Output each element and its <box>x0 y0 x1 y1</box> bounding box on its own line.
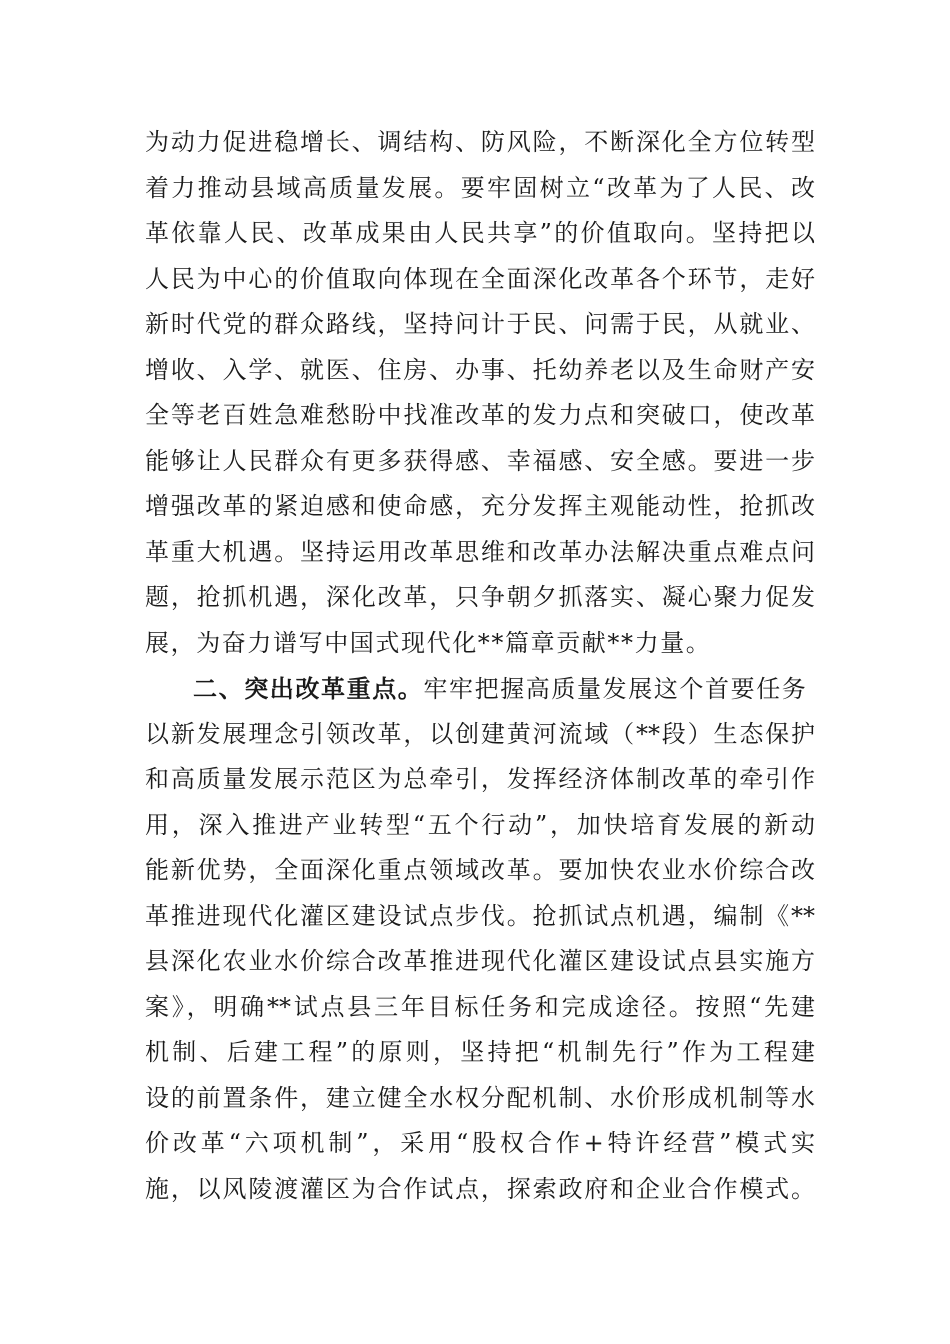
text-line: 全等老百姓急难愁盼中找准改革的发力点和突破口，使改革 <box>145 401 815 429</box>
text-line: 人民为中心的价值取向体现在全面深化改革各个环节，走好 <box>145 264 815 293</box>
document-body <box>145 120 815 1212</box>
text-line: 能够让人民群众有更多获得感、幸福感、安全感。要进一步 <box>145 446 815 475</box>
text-line: 增收、入学、就医、住房、办事、托幼养老以及生命财产安 <box>145 355 815 384</box>
text-line: 县深化农业水价综合改革推进现代化灌区建设试点县实施方 <box>145 947 815 975</box>
text-line: 用，深入推进产业转型“五个行动”，加快培育发展的新动 <box>145 810 815 839</box>
text-line-last: 展，为奋力谱写中国式现代化**篇章贡献**力量。 <box>145 628 712 657</box>
text-line: 增强改革的紧迫感和使命感，充分发挥主观能动性，抢抓改 <box>145 492 815 520</box>
text-line: 以新发展理念引领改革，以创建黄河流域（**段）生态保护 <box>145 719 815 748</box>
text-line: 着力推动县域高质量发展。要牢固树立“改革为了人民、改 <box>145 173 815 202</box>
text-line: 案》，明确**试点县三年目标任务和完成途径。按照“先建 <box>145 992 815 1021</box>
text-line: 革依靠人民、改革成果由人民共享”的价值取向。坚持把以 <box>145 219 815 247</box>
paragraph-2 <box>145 666 815 1212</box>
text-line: 为动力促进稳增长、调结构、防风险，不断深化全方位转型 <box>145 128 815 156</box>
paragraph-2-first-line <box>145 666 815 712</box>
text-line: 价改革“六项机制”，采用“股权合作+特许经营”模式实 <box>145 1129 815 1157</box>
text-line: 革推进现代化灌区建设试点步伐。抢抓试点机遇，编制《** <box>145 901 815 930</box>
text-line: 和高质量发展示范区为总牵引，发挥经济体制改革的牵引作 <box>145 765 815 793</box>
section-heading: 二、突出改革重点。 <box>193 674 424 703</box>
text-line: 机制、后建工程”的原则，坚持把“机制先行”作为工程建 <box>145 1038 815 1066</box>
text-line: 题，抢抓机遇，深化改革，只争朝夕抓落实、凝心聚力促发 <box>145 583 815 611</box>
text-line: 设的前置条件，建立健全水权分配机制、水价形成机制等水 <box>145 1083 815 1112</box>
paragraph-1 <box>145 120 815 666</box>
text-line: 施，以风陵渡灌区为合作试点，探索政府和企业合作模式。 <box>145 1174 815 1203</box>
text-line: 革重大机遇。坚持运用改革思维和改革办法解决重点难点问 <box>145 537 815 566</box>
text-run: 牢牢把握高质量发展这个首要任务 <box>423 675 808 703</box>
text-line: 能新优势，全面深化重点领域改革。要加快农业水价综合改 <box>145 856 815 884</box>
text-line: 新时代党的群众路线，坚持问计于民、问需于民，从就业、 <box>145 310 815 338</box>
